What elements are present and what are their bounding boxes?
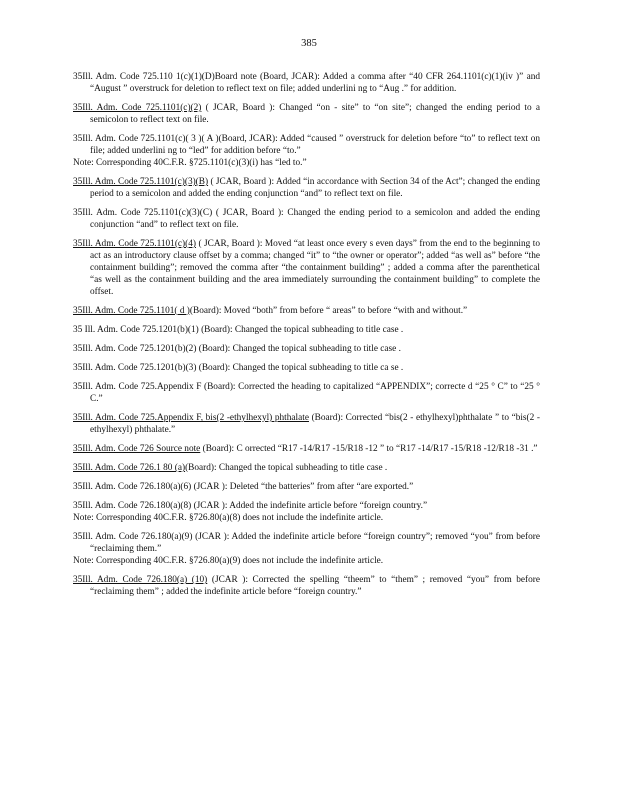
entry-citation: 35Ill. Adm. Code 725.110 1(c)(1)(D)	[73, 72, 215, 82]
entry-citation: 35Ill. Adm. Code 725.1101(c)(4)	[73, 238, 196, 249]
entry-citation: 35 Ill. Adm. Code 725.1201(b)(1)	[73, 324, 199, 335]
list-item	[73, 344, 540, 356]
list-item	[73, 482, 540, 494]
entry-citation: 35Ill. Adm. Code 725.1201(b)(3)	[73, 362, 197, 373]
entry-text: (JCAR ): Added the indefinite article before “foreign country.”	[191, 501, 428, 512]
entry-text: (Board): Changed the topical subheading to title case .	[185, 463, 388, 474]
entry-text: (Board): Moved “both” from before “ areas” to before “with and without.”	[189, 305, 468, 316]
entry-citation: 35Ill. Adm. Code 725.Appendix F	[73, 382, 202, 392]
entry-citation: 35Ill. Adm. Code 725.1101(c)( 3 )( A )	[73, 134, 219, 144]
entry-citation: 35Ill. Adm. Code 726 Source note	[73, 444, 201, 454]
entry-note: Note: Corresponding 40C.F.R. §726.80(a)(9) does not include the indefinite article.	[73, 556, 384, 567]
entry-citation: 35Ill. Adm. Code 726.180(a) (10)	[73, 575, 208, 586]
list-item	[73, 134, 540, 170]
entry-citation: 35Ill. Adm. Code 726.180(a)(9)	[73, 532, 193, 543]
entry-text: (JCAR ): Corrected the spelling “theem” to “them” ; removed “you” from before “reclaiming them” ; added the indefinite article before “foreign country.”	[90, 575, 540, 598]
list-item	[73, 306, 540, 318]
entry-citation: 35Ill. Adm. Code 726.180(a)(8)	[73, 501, 192, 512]
entry-text: (Board): Corrected “bis(2 - ethylhexyl)phthalate ” to “bis(2 -ethylhexyl) phthalate.”	[90, 413, 540, 435]
entry-text: (Board): Corrected the heading to capitalized “APPENDIX”; correcte d “25 ° C” to “25 ° C.”	[90, 382, 540, 404]
entry-citation: 35Ill. Adm. Code 726.1 80 (a)	[73, 463, 186, 474]
list-item	[73, 532, 540, 568]
entry-text: ( JCAR, Board ): Added “in accordance with Section 34 of the Act”; changed the ending period to a semicolon and added the ending conjunction “and” to reflect text on file.	[90, 176, 540, 199]
list-item	[73, 444, 540, 456]
entry-citation: 35Ill. Adm. Code 725.1101(c)(2)	[73, 103, 202, 113]
entry-text: ( JCAR, Board ): Moved “at least once every s even days” from the end to the beginning to act as an introductory clause offset by a comma; changed “it” to “the owner or operator”; added “as well as” before “the containment building”; removed the comma after “the containment building” ; added a comma after the parenthetical “as well as the containment building and the area immediately surrounding the containment building” to complete the offset.	[90, 238, 541, 297]
list-item	[73, 363, 540, 375]
entry-note: Note: Corresponding 40C.F.R. §726.80(a)(8) does not include the indefinite article.	[73, 513, 384, 524]
list-item	[73, 239, 540, 299]
list-item	[73, 208, 540, 232]
entry-note: Note: Corresponding 40C.F.R. §725.1101(c)(3)(i) has “led to.”	[73, 157, 307, 168]
entry-text: (Board): C orrected “R17 -14/R17 -15/R18 -12 ” to “R17 -14/R17 -15/R18 -12/R18 -31 .”	[200, 444, 538, 454]
list-item	[73, 325, 540, 337]
entry-text: (Board): Changed the topical subheading to title ca se .	[196, 362, 404, 373]
entry-text: (Board, JCAR): Added “caused ” overstruck for deletion before “to” to reflect text on file; added underlini ng to “led” for addition before “to.”	[90, 134, 540, 156]
entry-text: (Board): Changed the topical subheading to title case .	[196, 343, 401, 354]
page-number: 385	[301, 38, 317, 49]
entry-list	[73, 72, 540, 606]
entry-text: (Board): Changed the topical subheading to title case .	[198, 324, 404, 335]
list-item	[73, 501, 540, 525]
entry-text: ( JCAR, Board ): Changed “on - site” to “on site”; changed the ending period to a semicolon to reflect text on file.	[90, 103, 540, 125]
entry-citation: 35Ill. Adm. Code 725.Appendix F, bis(2 -ethylhexyl) phthalate	[73, 413, 309, 423]
entry-citation: 35Ill. Adm. Code 726.180(a)(6)	[73, 482, 192, 493]
entry-citation: 35Ill. Adm. Code 725.1201(b)(2)	[73, 343, 197, 354]
entry-text: (JCAR ): Added the indefinite article before “foreign country”; removed “you” from before “reclaiming them.”	[90, 532, 540, 555]
list-item	[73, 413, 540, 437]
entry-citation: 35Ill. Adm. Code 725.1101(c)(3)(C)	[73, 207, 213, 218]
list-item	[73, 463, 540, 475]
list-item	[73, 103, 540, 127]
entry-text: (JCAR ): Deleted “the batteries” from after “are exported.”	[191, 482, 414, 493]
list-item	[73, 382, 540, 406]
entry-citation: 35Ill. Adm. Code 725.1101( d )	[73, 305, 190, 316]
entry-text: ( JCAR, Board ): Changed the ending period to a semicolon and added the ending conjunction “and” to reflect text on file.	[90, 207, 540, 230]
entry-text: Board note (Board, JCAR): Added a comma after “40 CFR 264.1101(c)(1)(iv )” and “August ” overstruck for deletion to reflect text on file; added underlini ng to “Aug .” for addition.	[90, 72, 541, 94]
list-item	[73, 177, 540, 201]
list-item	[73, 575, 540, 599]
entry-citation: 35Ill. Adm. Code 725.1101(c)(3)(B)	[73, 176, 209, 187]
list-item	[73, 72, 540, 96]
